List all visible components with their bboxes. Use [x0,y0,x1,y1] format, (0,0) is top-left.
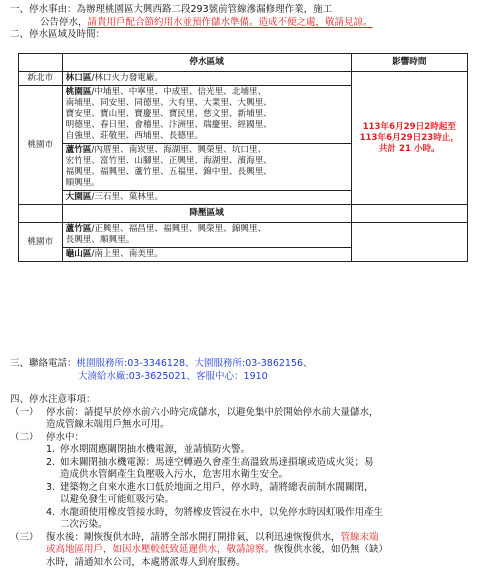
city-cell: 桃園市 [19,223,63,262]
time-total: 共計 21 小時。 [378,143,440,154]
sub-number [46,469,60,482]
note-sub-item [10,469,472,482]
sub-number [46,494,60,507]
note-item [10,432,472,445]
sub-number: 3. [46,481,56,493]
sub-text: 建築物之自來水進水口低於地面之用戶，停水時，請將總表前制水閥關閉， [60,481,374,493]
note-text: 停水中： [46,431,85,443]
note-text-main: 停水前：請提早於停水前六小時完成儲水，以避免集中於開始停水前大量儲水， [46,406,379,418]
note-text [46,532,472,569]
table-row [19,72,468,86]
area-text: /三石里、菓林里。 [91,192,164,202]
reason-line-2 [10,17,472,30]
city-cell: 桃園市 [19,86,63,205]
reason-prefix: 公告停水， [40,16,88,28]
affected-time-cell [351,72,467,205]
note-sub-item [10,519,472,532]
area-text-cont: 長興里、順興里。 [65,235,135,245]
area-text: /中埔里、中寧里、中成里、信光里、北埔里、 [91,87,267,97]
sub-text: 以避免發生可能虹吸污染。 [60,494,175,506]
restore-text-cont: 恢復供水後，如仍無（缺） [274,544,389,556]
sub-number: 2. [46,456,56,468]
header-stop-area: 停水區域 [62,54,351,72]
area-text: /正興里、福昌里、福興里、興榮里、錦興里、 [91,224,267,234]
header-empty-cell [19,54,63,72]
contact-phones-2: 大湳給水廠:03-3625021、客服中心：1910 [78,370,268,382]
area-cell [62,248,351,262]
area-text: /南上里、南美里。 [91,249,164,259]
area-text: /林口火力發電廠。 [91,73,164,83]
notes-section [10,394,472,569]
reason-conserve-notice: 請貴用戶配合節約用水並預作儲水準備。造成不便之處，敬請見諒。 [87,16,373,28]
area-text-cont: 宏竹里、富竹里、山腳里、正興里、海湖里、濱海里、 [65,156,272,166]
area-text-cont: 福興里、福興里、蘆竹里、五福里、錦中里、長興里、 [65,167,272,177]
district-name: 蘆竹區 [65,224,92,234]
area-cell [62,223,351,248]
header-low-pressure-area: 降壓區域 [62,205,351,223]
area-text-cont: 明德里、春日里、會稽里、汴洲里、瑞慶里、經國里、 [65,120,272,130]
note-sub-item [10,482,472,495]
note-number: （二） [10,431,39,443]
note-sub-item [10,457,472,470]
area-cell [62,72,351,86]
area-cell [62,191,351,205]
note-number: （三） [10,531,39,543]
note-number: （一） [10,406,39,418]
area-text-cont: 南埔里、同安里、同德里、大有里、大業里、大興里、 [65,98,272,108]
area-text-cont: 自強里、莊敬里、西埔里、長德里。 [65,131,204,141]
low-pressure-time-cell [351,223,467,262]
area-cell [62,86,351,144]
sub-number: 4. [46,506,56,518]
low-pressure-header-row [19,205,468,223]
city-cell: 新北市 [19,72,63,86]
header-empty-cell [19,205,63,223]
restore-text-end: 水時，請通知水公司，本處將派專人到府服務。 [46,556,246,568]
table-header-row [19,54,468,72]
district-name: 大園區 [65,192,92,202]
time-end: 113年6月29日23時止， [359,132,459,143]
outage-area-table [18,53,468,262]
notes-heading: 四、停水注意事項： [10,394,96,405]
sub-text: 如未關閉抽水機電源：馬達空轉過久會產生高溫致馬達損壞或造成火災；易 [60,456,374,468]
note-text-cont: 造成管線末端用戶無水可用。 [46,419,170,431]
district-name: 桃園區 [65,87,92,97]
contact-phones-1: 桃園服務所:03-3346128、大園服務所:03-3862156、 [76,358,313,369]
range-heading: 二、停水區域及時間： [10,29,106,41]
sub-text: 二次污染。 [60,519,108,531]
section-outage-reason [10,4,472,42]
sub-text: 造成供水管網產生負壓吸入污水，危害用水衛生安全。 [60,469,289,481]
restore-warning-cont: 或高地區用戶，如因水壓較低致延遲供水，敬請諒察。 [46,544,275,556]
restore-text: 復水後：剛恢復供水時，請將全部水開打開排氣，以利迅速恢復供水， [46,531,341,543]
note-text [46,407,472,432]
note-sub-item [10,507,472,520]
sub-number [46,519,60,532]
note-sub-item [10,494,472,507]
restore-warning: 管線末端 [340,531,379,543]
contact-line-1 [10,358,472,371]
time-start: 113年6月29日2時起至 [362,121,456,132]
district-name: 林口區 [65,73,92,83]
table-row [19,223,468,248]
area-text: /內厝里、南崁里、海湖里、興榮里、坑口里、 [91,145,267,155]
sub-text: 停水期間應關閉抽水機電源，並請慎防火警。 [60,444,251,456]
contact-section [10,358,472,383]
district-name: 蘆竹區 [65,145,92,155]
area-cell [62,144,351,191]
header-empty-cell [351,205,467,223]
note-sub-item [10,444,472,457]
district-name: 龜山區 [65,249,92,259]
contact-label: 三、聯絡電話： [10,358,77,369]
header-affected-time: 影響時間 [351,54,467,72]
sub-number: 1. [46,444,56,456]
reason-heading: 一、停水事由：為辦理桃園區大興西路二段293號前管線滲漏修理作業，施工 [10,4,333,15]
note-item [10,407,472,432]
note-item [10,532,472,569]
area-text-cont: 順興里。 [65,178,101,188]
sub-text: 水龍頭使用橡皮管接水時，勿將橡皮管浸在水中，以免停水時因虹吸作用產生 [60,506,384,518]
area-text-cont: 寶安里、寶山里、寶慶里、寶民里、慈文里、新埔里、 [65,109,272,119]
